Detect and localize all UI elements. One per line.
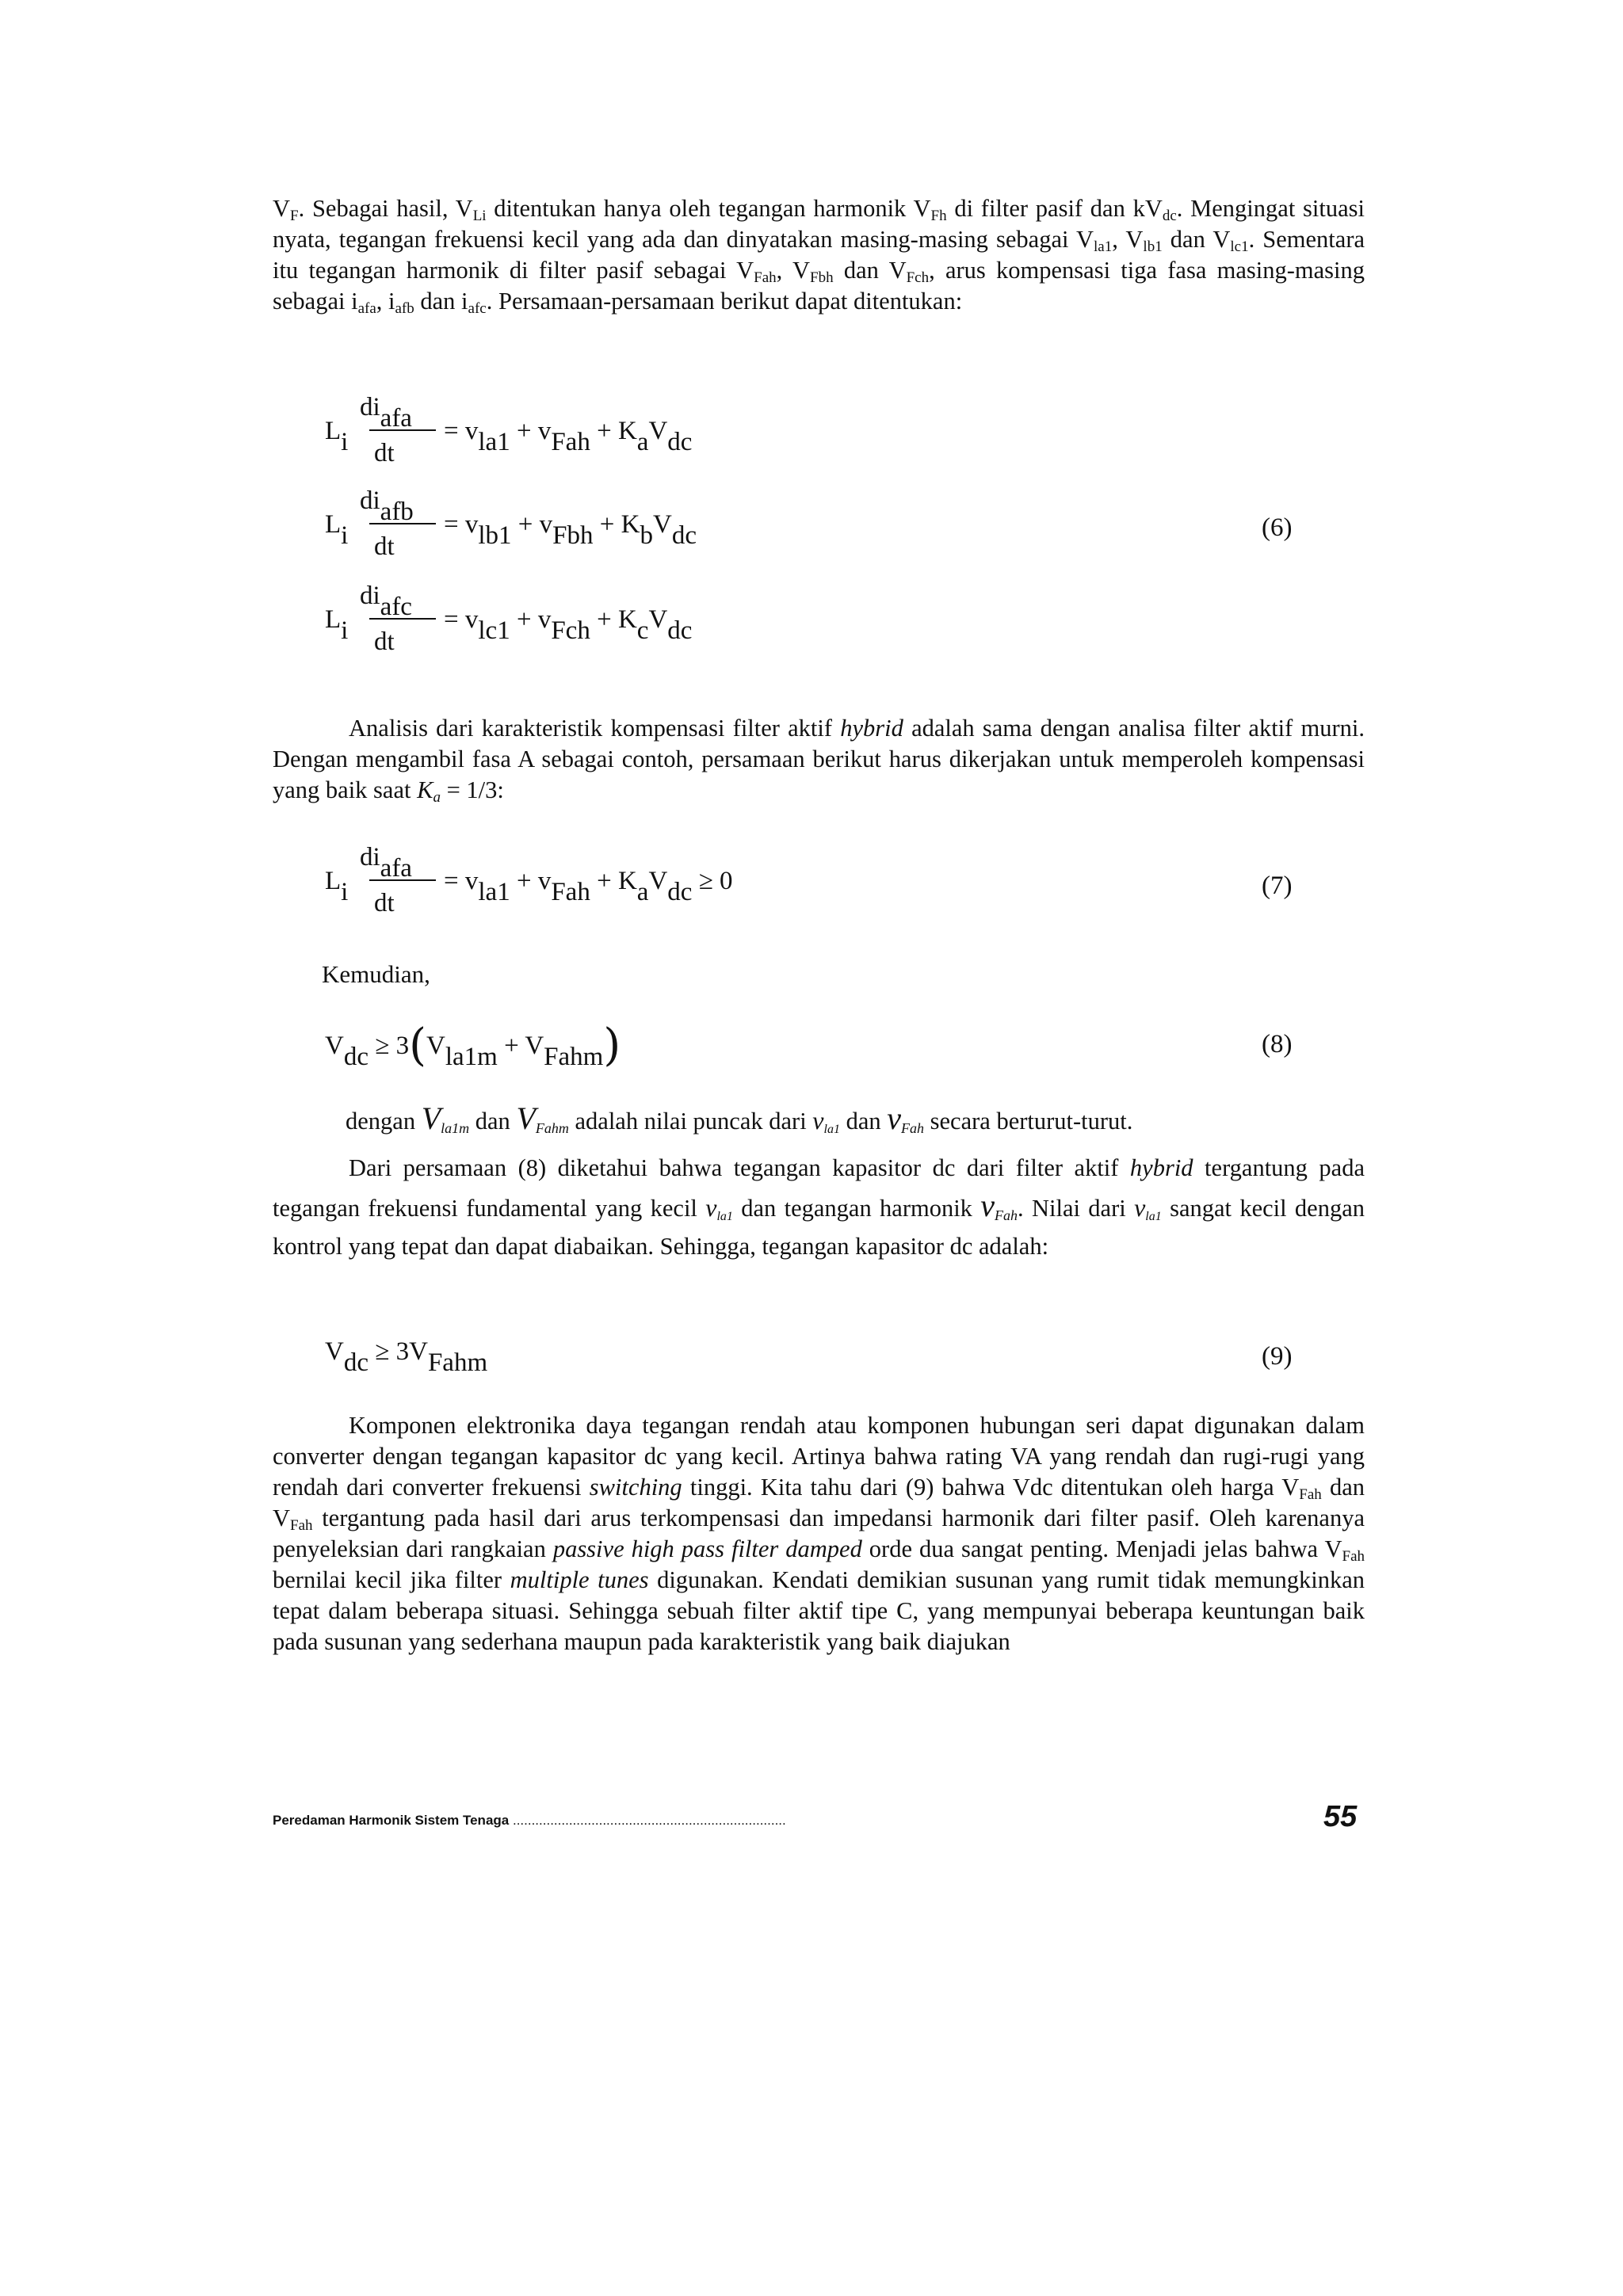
- equation-9: Vdc ≥ 3VFahm: [325, 1337, 488, 1377]
- paragraph-components: Komponen elektronika daya tegangan rendah atau komponen hubungan seri dapat digunakan dalam converter dengan tegangan kapasitor dc yang kecil. Artinya bahwa rating VA yang rendah dan rugi-rugi yang rendah dari converter frekuensi switching tinggi. Kita tahu dari (9) bahwa Vdc ditentukan oleh harga $V_{Fah}$ dan $V_{Fah}$ tergantung pada hasil dari arus terkompensasi dan impedansi harmonik dari filter pasif. Oleh karenanya penyeleksian dari rangkaian passive high pass filter damped orde dua sangat penting. Menjadi jelas bahwa $V_{Fah}$ bernilai kecil jika filter multiple tunes digunakan. Kendati demikian susunan yang rumit tidak memungkinkan tepat dalam beberapa situasi. Sehingga sebuah filter aktif tipe C, yang mempunyai beberapa keuntungan baik pada susunan yang sederhana maupun pada karakteristik yang baik diajukan: [273, 1412, 1365, 1655]
- text-dengan: dengan $V_{la1m}$ dan $V_{Fahm}$ adalah nilai puncak dari $v_{la1}$ dan $v_{Fah}$ secara berturut-turut.: [346, 1100, 1133, 1136]
- text-kemudian: Kemudian,: [322, 960, 430, 988]
- page-number: 55: [1323, 1800, 1358, 1833]
- paragraph-analysis: Analisis dari karakteristik kompensasi filter aktif hybrid adalah sama dengan analisa filter aktif murni. Dengan mengambil fasa A sebagai contoh, persamaan berikut harus dikerjakan untuk memperoleh kompensasi yang baik saat $K_a = 1/3$:: [273, 715, 1365, 806]
- equation-6-number: (6): [1262, 513, 1293, 542]
- document-page: $V_F$. Sebagai hasil, $V_{Li}$ ditentukan hanya oleh tegangan harmonik $V_{Fh}$ di filter pasif dan $kV_{dc}$. Mengingat situasi nyata, tegangan frekuensi kecil yang ada dan dinyatakan masing-masing sebagai $V_{la1}$, $V_{lb1}$ dan $V_{lc1}$. Sementara itu tegangan harmonik di filter pasif sebagai $V_{Fah}$, $V_{Fbh}$ dan $V_{Fch}$, arus kompensasi tiga fasa masing-masing sebagai $i_{afa}$, $i_{afb}$ dan $i_{afc}$. Persamaan-persamaan berikut dapat ditentukan: diafa dt Li = vla1 + vFah + KaVdc diafb dt Li = vlb1 + vFbh + KbVdc (6) diafc dt Li = vlc1 + vFch + KcVdc Analisis dari karakteristik kompensasi filter aktif hybrid adalah sama dengan analisa filter aktif murni. Dengan mengambil fasa A sebagai contoh, persamaan berikut harus dikerjakan untuk memperoleh kompensasi yang baik saat $K_a = 1/3$: diafa dt Li = vla1 + vFah + KaVdc ≥ 0 (7) Kemudian, Vdc ≥ 3(Vla1m + VFahm) (8) dengan $V_{la1m}$ dan $V_{Fahm}$ adalah nilai puncak dari $v_{la1}$ dan $v_{Fah}$ secara berturut-turut. Dari persamaan (8) diketahui bahwa tegangan kapasitor dc dari filter aktif hybrid tergantung pada tegangan frekuensi fundamental yang kecil $v_{la1}$ dan tegangan harmonik $v_{Fah}$. Nilai dari $v_{la1}$ sangat kecil dengan kontrol yang tepat dan dapat diabaikan. Sehingga, tegangan kapasitor dc adalah: Vdc ≥ 3VFahm (9) Komponen elektronika daya tegangan rendah atau komponen hubungan seri dapat digunakan dalam converter dengan tegangan kapasitor dc yang kecil. Artinya bahwa rating VA yang rendah dan rugi-rugi yang rendah dari converter frekuensi switching tinggi. Kita tahu dari (9) bahwa Vdc ditentukan oleh harga $V_{Fah}$ dan $V_{Fah}$ tergantung pada hasil dari arus terkompensasi dan impedansi harmonik dari filter pasif. Oleh karenanya penyeleksian dari rangkaian passive high pass filter damped orde dua sangat penting. Menjadi jelas bahwa $V_{Fah}$ bernilai kecil jika filter multiple tunes digunakan. Kendati demikian susunan yang rumit tidak memungkinkan tepat dalam beberapa situasi. Sehingga sebuah filter aktif tipe C, yang mempunyai beberapa keuntungan baik pada susunan yang sederhana maupun pada karakteristik yang baik diajukan Peredaman Harmonik Sistem Tenaga ......................................................................... 55: [0, 0, 1623, 2296]
- paragraph-capacitor: Dari persamaan (8) diketahui bahwa tegangan kapasitor dc dari filter aktif hybrid tergantung pada tegangan frekuensi fundamental yang kecil $v_{la1}$ dan tegangan harmonik $v_{Fah}$. Nilai dari $v_{la1}$ sangat kecil dengan kontrol yang tepat dan dapat diabaikan. Sehingga, tegangan kapasitor dc adalah:: [273, 1154, 1365, 1260]
- equation-9-number: (9): [1262, 1342, 1293, 1371]
- footer-title: Peredaman Harmonik Sistem Tenaga .........................................................................: [273, 1813, 786, 1828]
- equation-7-number: (7): [1262, 871, 1293, 900]
- paragraph-intro: $V_F$. Sebagai hasil, $V_{Li}$ ditentukan hanya oleh tegangan harmonik $V_{Fh}$ di filter pasif dan $kV_{dc}$. Mengingat situasi nyata, tegangan frekuensi kecil yang ada dan dinyatakan masing-masing sebagai $V_{la1}$, $V_{lb1}$ dan $V_{lc1}$. Sementara itu tegangan harmonik di filter pasif sebagai $V_{Fah}$, $V_{Fbh}$ dan $V_{Fch}$, arus kompensasi tiga fasa masing-masing sebagai $i_{afa}$, $i_{afb}$ dan $i_{afc}$. Persamaan-persamaan berikut dapat ditentukan:: [273, 195, 1365, 317]
- equation-8-number: (8): [1262, 1030, 1293, 1058]
- equation-8: Vdc ≥ 3(Vla1m + VFahm): [325, 1020, 621, 1071]
